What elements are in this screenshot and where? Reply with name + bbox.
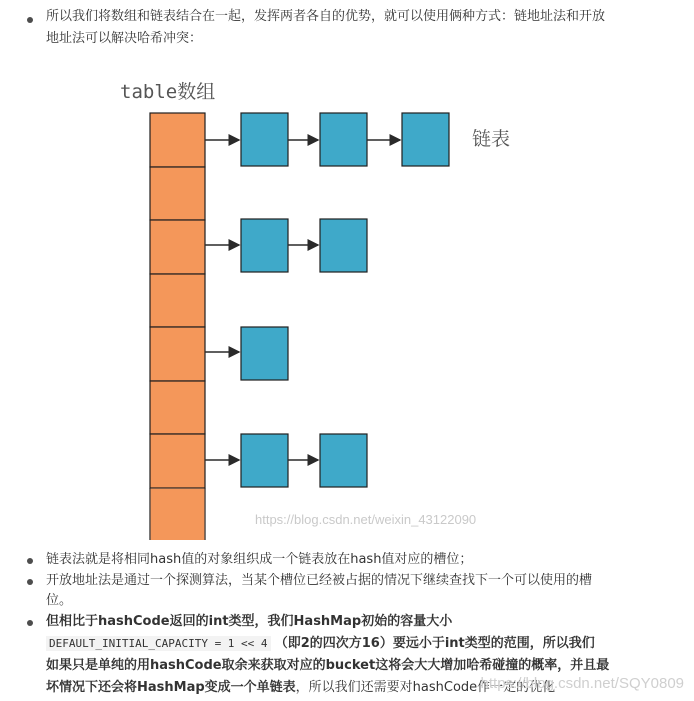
capacity-line-2-text: （即2的四次方16）要远小于int类型的范围，所以我们 <box>274 636 595 651</box>
intro-line-2: 地址法可以解决哈希冲突： <box>46 31 203 46</box>
intro-line-1: 所以我们将数组和链表结合在一起，发挥两者各自的优势，就可以使用俩种方式：链地址法和开放 <box>46 9 606 24</box>
list-node <box>241 327 288 380</box>
array-cell <box>150 381 205 434</box>
bullet-dot <box>27 620 33 626</box>
list-node <box>402 113 449 166</box>
array-cell <box>150 434 205 488</box>
list-node <box>320 434 367 487</box>
open-addressing-line-1: 开放地址法是通过一个探测算法，当某个槽位已经被占据的情况下继续查找下一个可以使用的槽 <box>46 573 593 588</box>
chain-row-3 <box>205 327 288 380</box>
open-addressing-line-2: 位。 <box>46 593 73 608</box>
chaining-text: 链表法就是将相同hash值的对象组织成一个链表放在hash值对应的槽位； <box>46 552 473 567</box>
list-node <box>241 219 288 272</box>
array-column <box>150 113 205 540</box>
chain-row-1 <box>205 113 510 166</box>
capacity-line-4-bold: 坏情况下还会将HashMap变成一个单链表 <box>46 680 296 695</box>
capacity-line-3: 如果只是单纯的用hashCode取余来获取对应的bucket这将会大大增加哈希碰撞的概率，并且最 <box>46 658 610 673</box>
table-array-label: table数组 <box>120 81 216 103</box>
array-cell <box>150 113 205 167</box>
chain-row-2 <box>205 219 367 272</box>
array-cell <box>151 489 205 540</box>
linked-list-label: 链表 <box>472 128 511 150</box>
figure-watermark: https://blog.csdn.net/weixin_43122090 <box>255 512 477 527</box>
list-node <box>320 219 367 272</box>
chain-row-4 <box>205 434 367 487</box>
array-cell <box>150 167 205 220</box>
capacity-code: DEFAULT_INITIAL_CAPACITY = 1 << 4 <box>46 636 271 651</box>
list-node <box>241 113 288 166</box>
open-addressing-text <box>46 570 592 612</box>
array-cell <box>150 220 205 274</box>
bullet-dot <box>27 558 33 564</box>
capacity-line-1: 但相比于hashCode返回的int类型，我们HashMap初始的容量大小 <box>46 614 453 629</box>
list-node <box>241 434 288 487</box>
capacity-line-2 <box>46 633 636 655</box>
array-cell <box>150 327 205 381</box>
capacity-line-4-rest: ，所以我们还需要对hashCode作一定的优化 <box>295 680 556 695</box>
list-node <box>320 113 367 166</box>
array-cell <box>150 274 205 327</box>
page-watermark: https://blog.csdn.net/SQY0809 <box>480 675 684 692</box>
bullet-dot <box>27 579 33 585</box>
